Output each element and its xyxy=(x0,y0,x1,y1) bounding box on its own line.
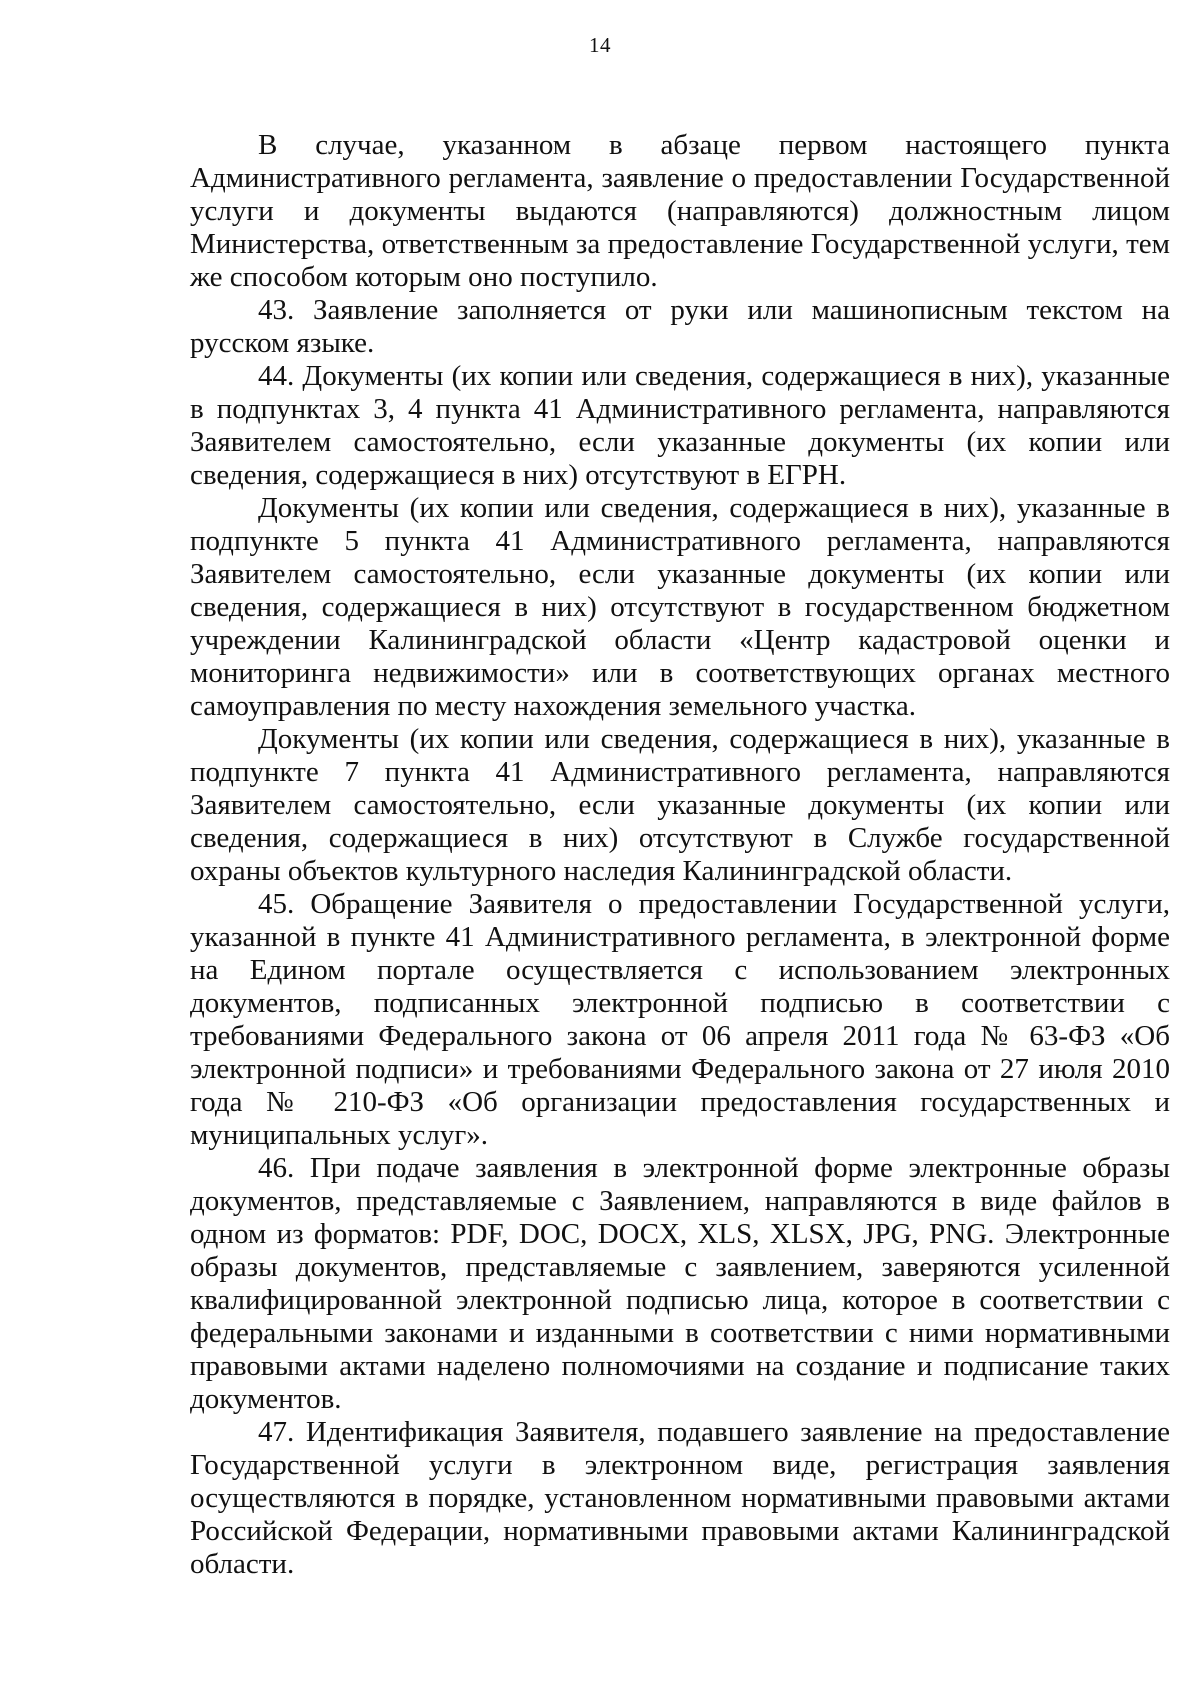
paragraph-46: 46. При подаче заявления в электронной форме электронные образы документов, представляемые с Заявлением, направляются в виде файлов в одном из форматов: PDF, DOC, DOCX, XLS, XLSX, JPG, PNG. Электронные образы документов, представляемые с заявлением, заверяются усиленной квалифицированной электронной подписью лица, которое в соответствии с федеральными законами и изданными в соответствии с ними нормативными правовыми актами наделено полномочиями на создание и подписание таких документов. xyxy=(190,1152,1170,1415)
paragraph-45: 45. Обращение Заявителя о предоставлении Государственной услуги, указанной в пункте 41 Административного регламента, в электронной форме на Едином портале осуществляется с использованием электронных документов, подписанных электронной подписью в соответствии с требованиями Федерального закона от 06 апреля 2011 года № 63-ФЗ «Об электронной подписи» и требованиями Федерального закона от 27 июля 2010 года № 210-ФЗ «Об организации предоставления государственных и муниципальных услуг». xyxy=(190,888,1170,1151)
page-number: 14 xyxy=(589,33,611,57)
paragraph-47: 47. Идентификация Заявителя, подавшего заявление на предоставление Государственной услуги в электронном виде, регистрация заявления осуществляются в порядке, установленном нормативными правовыми актами Российской Федерации, нормативными правовыми актами Калининградской области. xyxy=(190,1416,1170,1580)
document-body xyxy=(190,129,1170,1581)
paragraph-44-subpoint-5: Документы (их копии или сведения, содержащиеся в них), указанные в подпункте 5 пункта 41 Административного регламента, направляются Заявителем самостоятельно, если указанные документы (их копии или сведения, содержащиеся в них) отсутствуют в государственном бюджетном учреждении Калининградской области «Центр кадастровой оценки и мониторинга недвижимости» или в соответствующих органах местного самоуправления по месту нахождения земельного участка. xyxy=(190,492,1170,722)
paragraph-44-subpoint-7: Документы (их копии или сведения, содержащиеся в них), указанные в подпункте 7 пункта 41 Административного регламента, направляются Заявителем самостоятельно, если указанные документы (их копии или сведения, содержащиеся в них) отсутствуют в Службе государственной охраны объектов культурного наследия Калининградской области. xyxy=(190,723,1170,887)
paragraph-44: 44. Документы (их копии или сведения, содержащиеся в них), указанные в подпунктах 3, 4 пункта 41 Административного регламента, направляются Заявителем самостоятельно, если указанные документы (их копии или сведения, содержащиеся в них) отсутствуют в ЕГРН. xyxy=(190,360,1170,491)
paragraph-issuance-method: В случае, указанном в абзаце первом настоящего пункта Административного регламента, заявление о предоставлении Государственной услуги и документы выдаются (направляются) должностным лицом Министерства, ответственным за предоставление Государственной услуги, тем же способом которым оно поступило. xyxy=(190,129,1170,293)
paragraph-43: 43. Заявление заполняется от руки или машинописным текстом на русском языке. xyxy=(190,294,1170,359)
